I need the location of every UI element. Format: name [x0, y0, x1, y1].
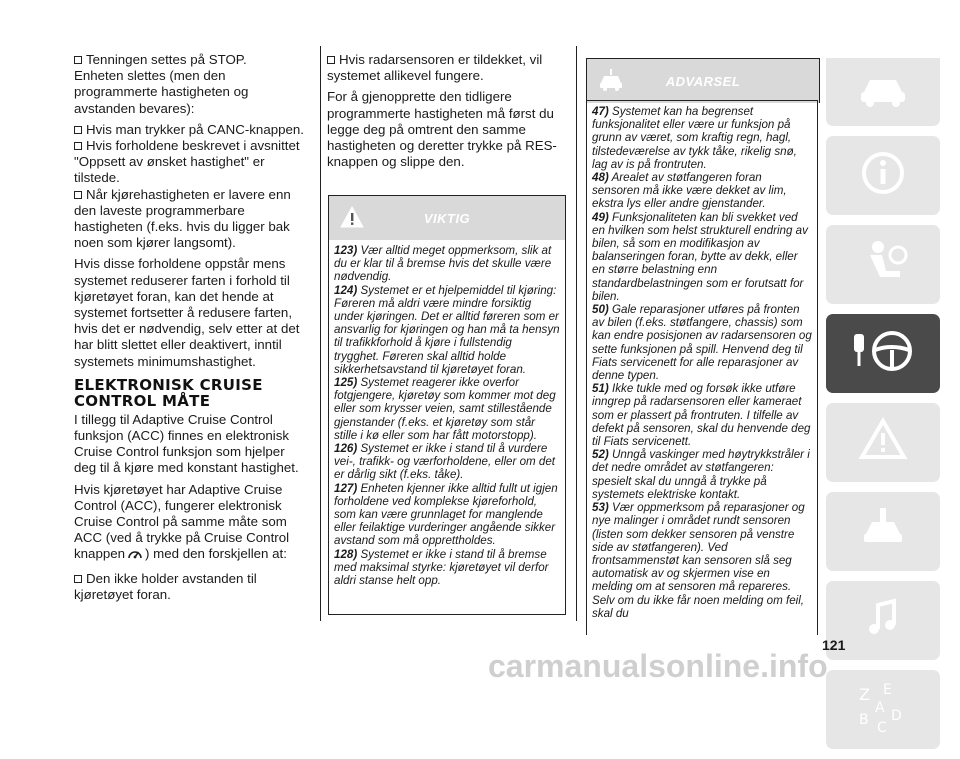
- note-number: 51): [592, 382, 609, 396]
- checkbox-bullet-icon: [74, 56, 82, 64]
- key-steering-wheel-icon: [848, 326, 918, 381]
- note-text: Systemet er et hjelpemiddel til kjøring: Føreren må aldri være mindre forsiktig under kjøringen. Det er alltid føreren som er ansvarlig for kjøringen og han må ta hensyn til trafikkforhold å kjøre i fullstendig trygghet. Føreren skal alltid holde sikkerhetsavstand til kjøretøyet foran.: [334, 283, 560, 376]
- note-number: 53): [592, 501, 609, 515]
- note-number: 47): [592, 105, 609, 118]
- media-music-icon: [856, 593, 910, 648]
- note-number: 52): [592, 448, 609, 462]
- note-number: 48): [592, 171, 609, 185]
- paragraph: For å gjenopprette den tidligere programmerte hastigheten må først du legge deg på omtrent den samme hastigheten og deretter trykke på RES-knappen og slippe den.: [327, 89, 557, 170]
- tab-index[interactable]: [826, 670, 940, 749]
- note-item: [592, 448, 812, 501]
- bullet-item: Tenningen settes på STOP.: [74, 52, 310, 68]
- note-text: Gale reparasjoner utføres på fronten av bilen (f.eks. støtfangere, chassis) som kan endre posisjonen av radarsensoren og sette funksjonen på spill. Henvend deg til Fiats servicenett for alle reparasjoner av denne typen.: [592, 303, 812, 383]
- note-item: [334, 482, 560, 548]
- checkbox-bullet-icon: [74, 191, 82, 199]
- note-item: [592, 105, 812, 171]
- tab-driving[interactable]: [826, 314, 940, 393]
- callout-header: [587, 59, 819, 103]
- callout-body: [586, 100, 818, 635]
- chapter-tabs: [826, 58, 942, 759]
- paragraph: I tillegg til Adaptive Cruise Control funksjon (ACC) finnes en elektronisk Cruise Control funksjon som hjelper deg til å kjøre med konstant hastighet.: [74, 411, 299, 476]
- note-number: 125): [334, 376, 358, 390]
- note-number: 123): [334, 244, 358, 257]
- svg-text:E: E: [883, 682, 892, 698]
- note-item: [592, 171, 812, 211]
- note-number: 128): [334, 547, 358, 561]
- bullet-item: Hvis forholdene beskrevet i avsnittet "Oppsett av ønsket hastighet" er tilstede.: [74, 138, 300, 186]
- important-callout: [328, 195, 566, 615]
- svg-text:Z: Z: [859, 685, 870, 704]
- paragraph: Enheten slettes (men den programmerte hastigheten og avstanden bevares):: [74, 68, 249, 116]
- note-item: [592, 211, 812, 303]
- note-item: [334, 548, 560, 588]
- svg-text:C: C: [877, 720, 887, 734]
- note-item: [592, 501, 812, 620]
- warning-road-icon: [856, 415, 910, 470]
- bullet-item: Den ikke holder avstanden til kjøretøyet foran.: [74, 570, 257, 602]
- note-item: [334, 442, 560, 482]
- tab-emergency[interactable]: [826, 403, 940, 482]
- note-item: [334, 284, 560, 376]
- note-number: 49): [592, 210, 609, 224]
- alphabet-index-icon: [853, 680, 913, 739]
- checkbox-bullet-icon: [327, 56, 335, 64]
- paragraph: Hvis kjøretøyet har Adaptive Cruise Control (ACC), fungerer elektronisk Cruise Control på samme måte som ACC (ved å trykke på Cruise Control knappen ) med den forskjellen at:: [74, 482, 310, 566]
- callout-header: [329, 196, 565, 240]
- note-item: [334, 244, 560, 284]
- callout-body: [329, 240, 565, 591]
- svg-text:A: A: [875, 700, 885, 716]
- note-text: Vær oppmerksom på reparasjoner og nye malinger i området rundt sensoren (listen som dekker sensoren på venstre side av støtfangeren). Ved frontsammenstøt kan sensoren slå seg automatisk av og skjermen vise en melding om at sensoren må repareres. Selv om du ikke får noen melding om feil, skal du: [592, 501, 805, 620]
- note-text: Funksjonaliteten kan bli svekket ved en hvilken som helst strukturell endring av bilen, så som en modifikasjon av balanseringen foran, bytte av dekk, eller en større belastning enn standardbelastningen som er forutsatt for bilen.: [592, 210, 808, 303]
- note-text: Systemet er ikke i stand til å bremse med maksimal styrke: kjøretøyet vil derfor aldri stanse helt opp.: [334, 547, 549, 588]
- column-2: [327, 52, 565, 175]
- note-text: Vær alltid meget oppmerksom, slik at du er klar til å bremse hvis det skulle være nødvendig.: [334, 244, 552, 284]
- car-warning-icon: [597, 68, 625, 97]
- column-divider: [320, 46, 321, 621]
- note-text: Arealet av støtfangeren foran sensoren må ikke være dekket av lim, ekstra lys eller andre gjenstander.: [592, 171, 787, 211]
- checkbox-bullet-icon: [74, 126, 82, 134]
- note-text: Systemet reagerer ikke overfor fotgjengere, kjøretøy som kommer mot deg eller som krysser veien, samt stillestående gjenstander (f.eks. et kjøretøy som står stille i kø eller som har fått motorstopp).: [334, 376, 556, 442]
- bullet-item: Når kjørehastigheten er lavere enn den laveste programmerbare hastigheten (f.eks. hvis du ligger bak noen som kjører langsomt).: [74, 186, 291, 251]
- callout-title: VIKTIG: [423, 210, 471, 226]
- paragraph: Hvis disse forholdene oppstår mens systemet reduserer farten i forhold til kjøretøyet foran, kan det hende at systemet fortsetter å redusere farten, hvis det er nødvendig, selv etter at det har blitt slettet eller deaktivert, inntil systemets minimumshastighet.: [74, 256, 300, 369]
- note-text: Systemet er ikke i stand til å vurdere vei-, trafikk- og værforholdene, eller om det er dårlig sikt (f.eks. tåke).: [334, 442, 556, 482]
- bullet-item: Hvis man trykker på CANC-knappen.: [74, 122, 310, 138]
- note-number: 126): [334, 442, 358, 456]
- tab-maintenance[interactable]: [826, 492, 940, 571]
- note-number: 127): [334, 481, 358, 495]
- watermark: carmanualsonline.info: [488, 648, 828, 684]
- section-heading: ELEKTRONISK CRUISE CONTROL MÅTE: [74, 375, 263, 410]
- svg-text:D: D: [891, 708, 902, 724]
- airbag-seat-icon: [856, 237, 910, 292]
- tab-dashboard[interactable]: [826, 58, 940, 126]
- note-number: 50): [592, 303, 609, 317]
- page-number: 121: [822, 637, 846, 653]
- checkbox-bullet-icon: [74, 142, 82, 150]
- checkbox-bullet-icon: [74, 575, 82, 583]
- car-dashboard-icon: [856, 70, 910, 115]
- wrench-car-icon: [856, 504, 910, 559]
- column-1: [74, 52, 310, 603]
- tab-info[interactable]: [826, 136, 940, 215]
- note-item: [592, 303, 812, 382]
- bullet-item: Hvis radarsensoren er tildekket, vil systemet allikevel fungere.: [327, 52, 543, 84]
- warning-callout-header: [586, 58, 820, 103]
- callout-title: ADVARSEL: [665, 73, 741, 89]
- info-icon: [858, 148, 908, 203]
- cruise-control-speedometer-icon: [127, 547, 143, 565]
- note-text: Ikke tukle med og forsøk ikke utføre inngrep på radarsensoren eller kameraet som er plassert på frontruten. I tilfelle av defekt på sensoren, skal du henvende deg til Fiats servicenett.: [592, 382, 811, 449]
- note-text: Enheten kjenner ikke alltid fullt ut igjen forholdene ved komplekse kjøreforhold, som kan være grunnlaget for manglende eller feilaktige vurderinger angående sikker avstand som må opprettholdes.: [334, 481, 558, 548]
- svg-text:B: B: [859, 712, 869, 728]
- note-number: 124): [334, 283, 358, 297]
- column-divider: [576, 46, 577, 621]
- note-text: Unngå vaskinger med høytrykkstråler i det nedre området av støtfangeren: spesielt skal du unngå å trykke på systemets elektriske kontakt.: [592, 448, 810, 501]
- note-text: Systemet kan ha begrenset funksjonalitet eller være ur funksjon på grunn av været, som kraftig regn, hagl, tilstedeværelse av tykk tåke, rikelig snø, lag av is på frontruten.: [592, 105, 797, 171]
- tab-safety[interactable]: [826, 225, 940, 304]
- note-item: [334, 376, 560, 442]
- note-item: [592, 382, 812, 448]
- warning-triangle-icon: [339, 205, 365, 234]
